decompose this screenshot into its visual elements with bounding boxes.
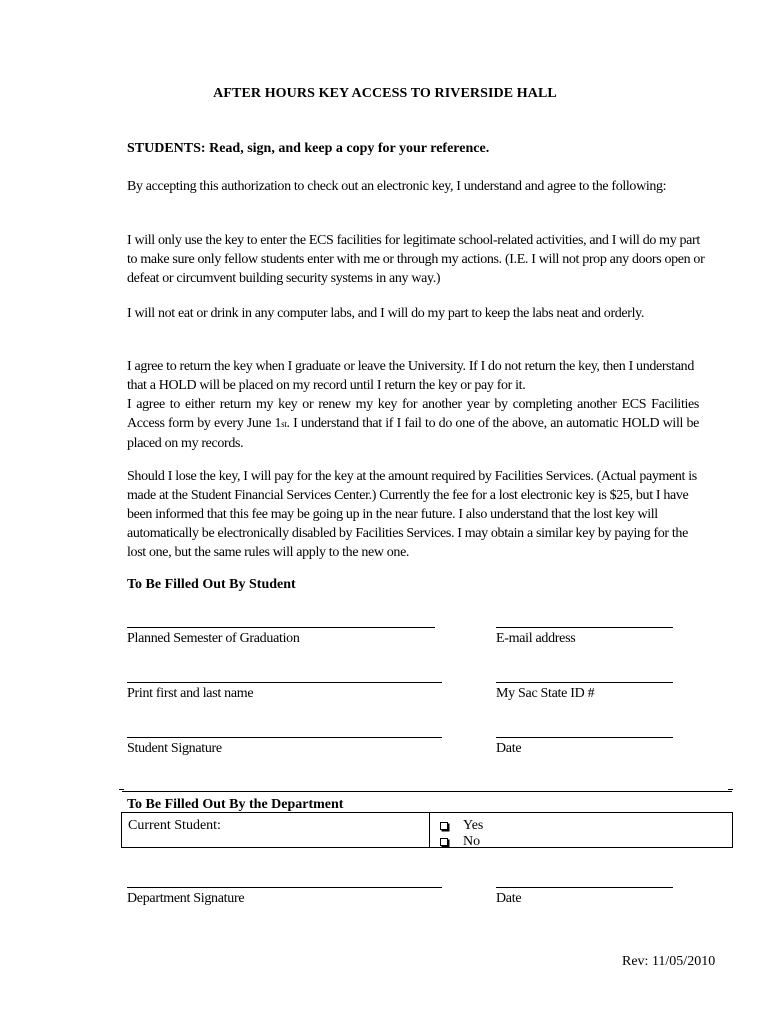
- graduation-input-line[interactable]: [127, 627, 435, 628]
- paragraph-lost-key: [127, 467, 709, 562]
- paragraph-renew-key-text-b: . I understand that if I fail to do one of the above, an automatic HOLD will be placed on my records.: [127, 416, 699, 451]
- paragraph-renew-key-sup: st: [281, 419, 287, 429]
- current-student-table: [121, 812, 733, 848]
- id-input-line[interactable]: [496, 682, 673, 683]
- paragraph-return-key-text: I agree to return the key when I graduate or leave the University. If I do not return the key, then I understand that a HOLD will be placed on my record until I return the key or pay for it.: [127, 359, 694, 393]
- paragraph-key-use-text: I will only use the key to enter the ECS facilities for legitimate school-related activities, and I will do my part to make sure only fellow students enter with me or through my actions. (I.E. I will not prop any doors open or defeat or circumvent building security systems in any way.): [127, 233, 705, 286]
- separator-tick-right: [728, 789, 733, 790]
- student-date-line[interactable]: [496, 737, 673, 738]
- department-section-heading: To Be Filled Out By the Department: [127, 797, 344, 812]
- yes-checkbox-icon[interactable]: [440, 822, 448, 830]
- student-date-label: Date: [496, 741, 522, 756]
- option-no-label: No: [463, 834, 481, 849]
- graduation-label: Planned Semester of Graduation: [127, 631, 300, 646]
- name-input-line[interactable]: [127, 682, 442, 683]
- id-label: My Sac State ID #: [496, 686, 595, 701]
- student-signature-label: Student Signature: [127, 741, 222, 756]
- option-yes-label: Yes: [463, 818, 484, 833]
- email-input-line[interactable]: [496, 627, 673, 628]
- paragraph-key-use: [127, 231, 709, 288]
- student-signature-line[interactable]: [127, 737, 442, 738]
- paragraph-lost-key-text: Should I lose the key, I will pay for the key at the amount required by Facilities Services. (Actual payment is made at the Student Financial Services Center.) Currently the fee for a lost electronic key is $25, but I have been informed that this fee may be going up in the near future. I also understand that the lost key will automatically be electronically disabled by Facilities Services. I may obtain a similar key by paying for the lost one, but the same rules will apply to the new one.: [127, 469, 697, 560]
- name-label: Print first and last name: [127, 686, 254, 701]
- table-divider: [429, 813, 430, 847]
- email-label: E-mail address: [496, 631, 576, 646]
- paragraph-acceptance: [127, 177, 672, 196]
- document-title: AFTER HOURS KEY ACCESS TO RIVERSIDE HALL: [213, 86, 557, 101]
- section-separator: [122, 791, 732, 792]
- current-student-label: Current Student:: [128, 818, 221, 833]
- paragraph-labs-text: I will not eat or drink in any computer labs, and I will do my part to keep the labs neat and orderly.: [127, 306, 645, 321]
- department-date-label: Date: [496, 891, 522, 906]
- revision-date: Rev: 11/05/2010: [622, 954, 716, 969]
- paragraph-renew-key: [127, 395, 699, 453]
- no-checkbox-icon[interactable]: [440, 838, 448, 846]
- department-date-line[interactable]: [496, 887, 673, 888]
- paragraph-acceptance-text: By accepting this authorization to check out an electronic key, I understand and agree to the following:: [127, 179, 667, 194]
- paragraph-labs: [127, 304, 672, 323]
- department-signature-label: Department Signature: [127, 891, 245, 906]
- separator-tick-left: [119, 789, 124, 790]
- paragraph-return-key: [127, 357, 705, 395]
- option-yes[interactable]: [440, 818, 483, 834]
- student-section-heading: To Be Filled Out By Student: [127, 577, 296, 592]
- option-no[interactable]: [440, 834, 480, 850]
- paragraph-renew-key-text-a: I agree to either return my key or renew my key for another year by completing another ECS Facilities Access form by every June 1: [127, 397, 699, 431]
- students-heading: STUDENTS: Read, sign, and keep a copy for your reference.: [127, 141, 490, 156]
- department-signature-line[interactable]: [127, 887, 442, 888]
